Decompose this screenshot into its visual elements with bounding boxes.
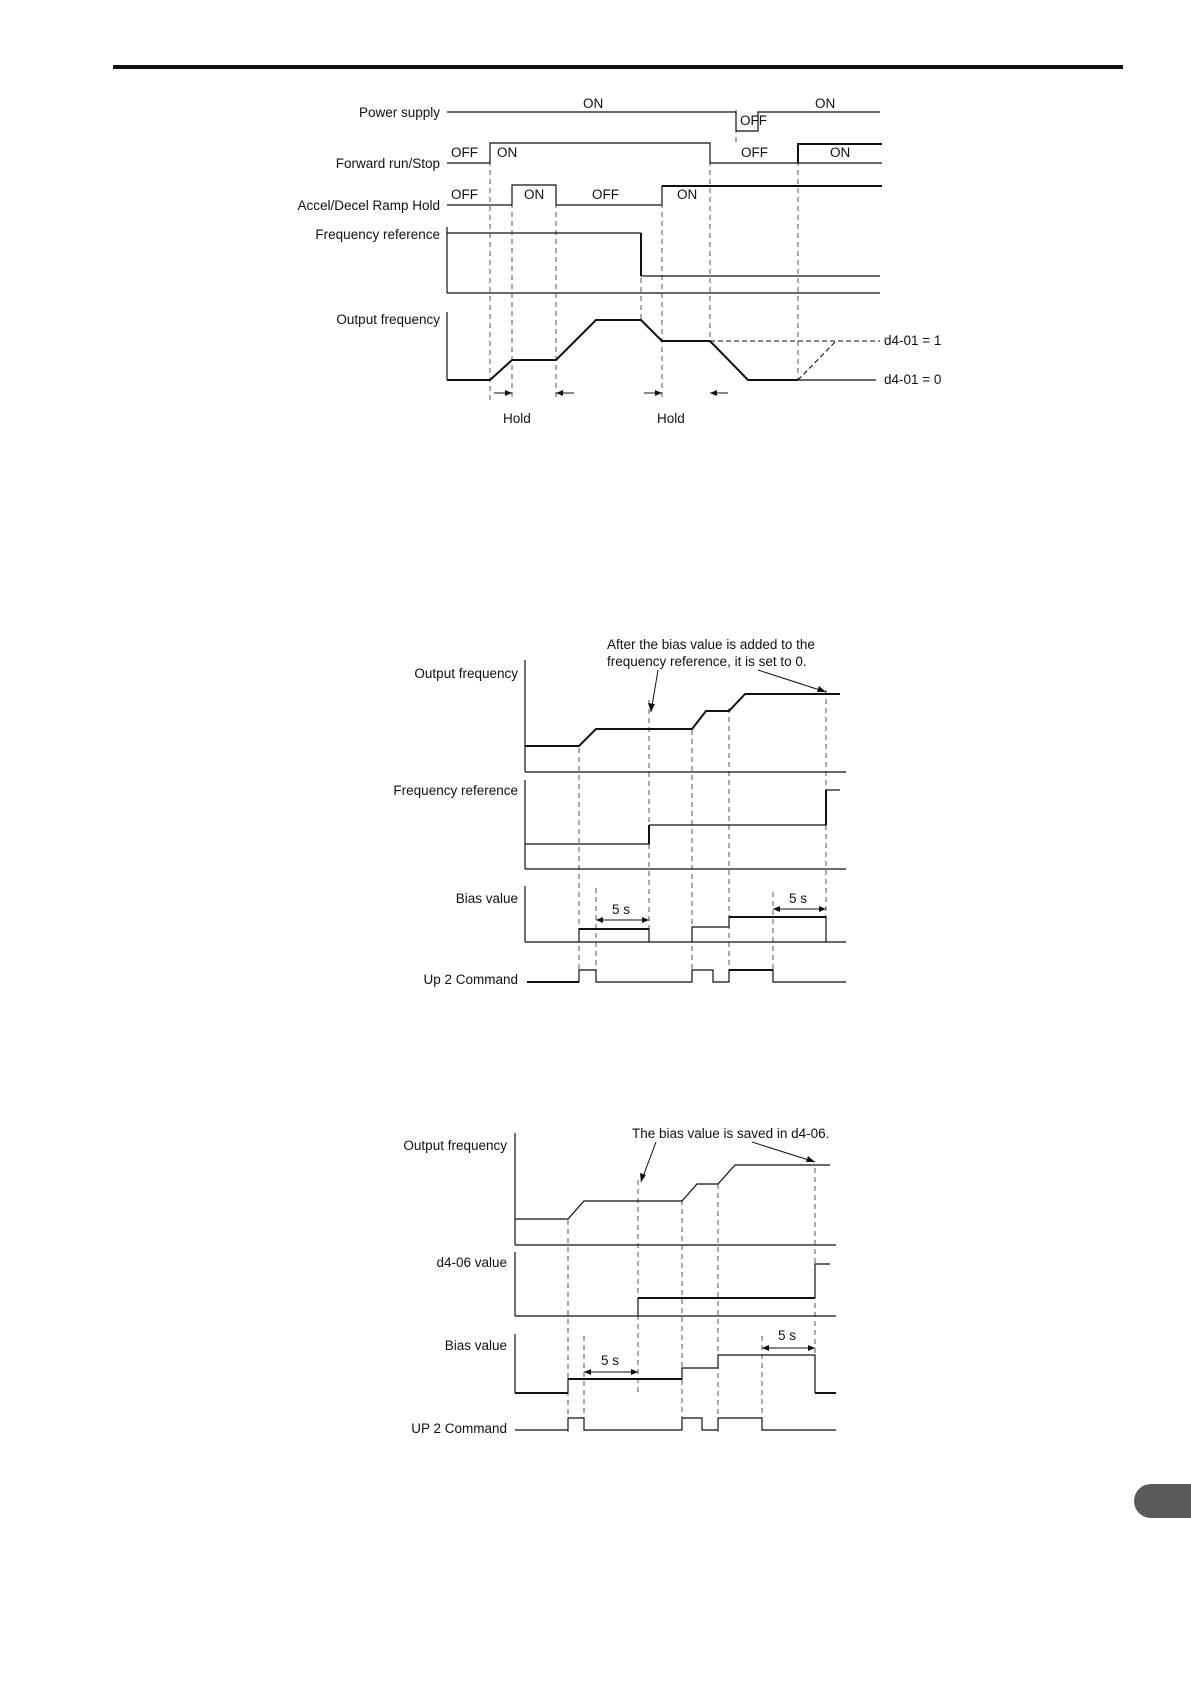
state-fwd-off-2: OFF — [741, 145, 768, 160]
note-bias-line1: After the bias value is added to the — [607, 637, 815, 652]
state-power-on-1: ON — [583, 96, 604, 111]
label-5s-2: 5 s — [789, 891, 808, 906]
label-output-freq-2: Output frequency — [414, 666, 518, 681]
signal-up2-3 — [515, 1418, 836, 1430]
label-5s-1: 5 s — [612, 902, 631, 917]
label-up2-2: Up 2 Command — [423, 972, 518, 987]
label-freq-ref-2: Frequency reference — [393, 783, 518, 798]
time-arrow-5s-4 — [762, 1345, 815, 1351]
label-d4-01-eq-1: d4-01 = 1 — [884, 333, 942, 348]
label-bias-2: Bias value — [455, 891, 518, 906]
state-fwd-on-2: ON — [830, 145, 851, 160]
signal-output-freq-3 — [515, 1165, 830, 1219]
state-hold-on-1: ON — [524, 187, 545, 202]
state-fwd-on-1: ON — [497, 145, 518, 160]
label-output-freq-1: Output frequency — [336, 312, 440, 327]
label-bias-3: Bias value — [444, 1338, 507, 1353]
state-hold-on-2: ON — [677, 187, 698, 202]
hold-arrow-2 — [644, 390, 728, 396]
time-arrow-5s-3 — [584, 1369, 638, 1375]
state-fwd-off-1: OFF — [451, 145, 478, 160]
note-bias-line2: frequency reference, it is set to 0. — [607, 654, 807, 669]
hold-arrow-1 — [494, 390, 574, 396]
time-arrow-5s-2 — [773, 906, 826, 912]
label-ramp-hold: Accel/Decel Ramp Hold — [297, 198, 440, 213]
signal-power-supply — [447, 112, 880, 131]
diagram-bias-saved — [403, 1126, 836, 1436]
state-power-off: OFF — [740, 113, 767, 128]
label-d4-01-eq-0: d4-01 = 0 — [884, 372, 942, 387]
signal-output-freq-1 — [447, 320, 798, 380]
note-saved-pointer-arrows — [640, 1142, 815, 1182]
signal-bias-2 — [579, 929, 649, 942]
diagram-ramp-hold — [297, 96, 941, 426]
state-hold-off-1: OFF — [451, 187, 478, 202]
d2-time-markers — [579, 690, 826, 980]
label-output freq-3: Output frequency — [403, 1138, 507, 1153]
label-freq-ref-1: Frequency reference — [315, 227, 440, 242]
label-d406: d4-06 value — [436, 1255, 507, 1270]
label-5s-4: 5 s — [778, 1328, 797, 1343]
time-arrow-5s-1 — [596, 917, 649, 923]
label-forward-run: Forward run/Stop — [335, 156, 440, 171]
state-power-on-2: ON — [815, 96, 836, 111]
note-bias-saved: The bias value is saved in d4-06. — [632, 1126, 830, 1141]
label-up2-3: UP 2 Command — [411, 1421, 507, 1436]
signal-up2-2 — [527, 970, 846, 982]
label-hold-1: Hold — [503, 411, 531, 426]
signal-output-freq-2 — [525, 694, 840, 746]
label-power-supply: Power supply — [358, 105, 440, 120]
note-pointer-arrows — [648, 670, 826, 712]
signal-ramp-hold — [447, 185, 662, 205]
label-hold-2: Hold — [657, 411, 685, 426]
state-hold-off-2: OFF — [592, 187, 619, 202]
label-5s-3: 5 s — [601, 1353, 620, 1368]
diagram-bias-set-to-zero — [393, 637, 846, 987]
d3-time-markers — [568, 1168, 815, 1432]
